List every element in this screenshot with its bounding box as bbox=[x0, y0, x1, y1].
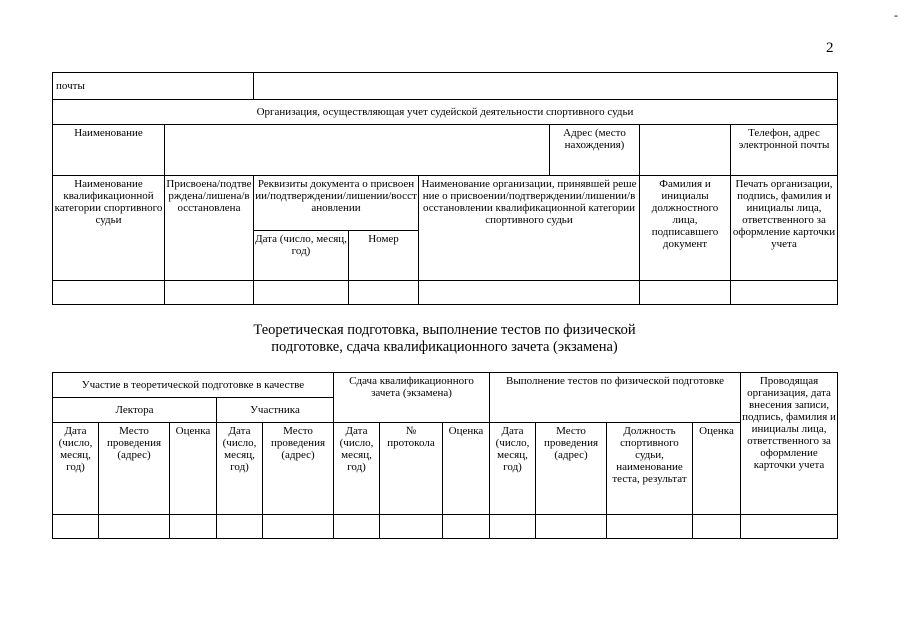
empty-cell bbox=[53, 515, 99, 539]
tests-judge-position: Должность спортивного судьи, наименование теста, результат bbox=[607, 423, 693, 515]
section-title-line2: подготовке, сдача квалификационного зачета (экзамена) bbox=[271, 339, 618, 355]
empty-cell bbox=[99, 515, 170, 539]
pochty-label: почты bbox=[53, 73, 254, 100]
tests-grade: Оценка bbox=[693, 423, 741, 515]
exam-protocol: № протокола bbox=[380, 423, 443, 515]
empty-cell bbox=[53, 281, 165, 305]
conducting-org-header: Проводящая организация, дата внесения записи, подпись, фамилия и инициалы лица, ответственного за оформление карточки учета bbox=[741, 373, 838, 515]
col-date: Дата (число, месяц, год) bbox=[254, 231, 349, 281]
empty-cell bbox=[263, 515, 334, 539]
participant-date: Дата (число, месяц, год) bbox=[217, 423, 263, 515]
empty-cell bbox=[741, 515, 838, 539]
empty-cell bbox=[254, 281, 349, 305]
participant-place: Место проведения (адрес) bbox=[263, 423, 334, 515]
exam-date: Дата (число, месяц, год) bbox=[334, 423, 380, 515]
empty-cell bbox=[419, 281, 640, 305]
address-label: Адрес (место нахождения) bbox=[550, 125, 640, 176]
address-value bbox=[640, 125, 731, 176]
tests-header: Выполнение тестов по физической подготовке bbox=[490, 373, 741, 423]
empty-cell bbox=[334, 515, 380, 539]
section-title-line1: Теоретическая подготовка, выполнение тестов по физической bbox=[253, 322, 636, 338]
col-requisites: Реквизиты документа о присвоении/подтверждении/лишении/восстановлении bbox=[254, 176, 419, 231]
exam-grade: Оценка bbox=[443, 423, 490, 515]
empty-cell bbox=[640, 281, 731, 305]
col-number: Номер bbox=[349, 231, 419, 281]
lecturer-header: Лектора bbox=[53, 398, 217, 423]
col-signer: Фамилия и инициалы должностного лица, подписавшего документ bbox=[640, 176, 731, 281]
lecturer-place: Место проведения (адрес) bbox=[99, 423, 170, 515]
empty-cell bbox=[349, 281, 419, 305]
empty-cell bbox=[217, 515, 263, 539]
lecturer-date: Дата (число, месяц, год) bbox=[53, 423, 99, 515]
empty-cell bbox=[536, 515, 607, 539]
lecturer-grade: Оценка bbox=[170, 423, 217, 515]
col-category: Наименование квалификационной категории спортивного судьи bbox=[53, 176, 165, 281]
empty-cell bbox=[693, 515, 741, 539]
col-assigned: Присвоена/подтверждена/лишена/восстановлена bbox=[165, 176, 254, 281]
name-value bbox=[165, 125, 550, 176]
phone-label: Телефон, адрес электронной почты bbox=[731, 125, 838, 176]
empty-cell bbox=[607, 515, 693, 539]
section-title bbox=[52, 322, 837, 356]
col-org-decision: Наименование организации, принявшей решение о присвоении/подтверждении/лишении/восстановлении квалификационной категории спортивного судьи bbox=[419, 176, 640, 281]
judge-category-table bbox=[52, 72, 838, 305]
org-header: Организация, осуществляющая учет судейской деятельности спортивного судьи bbox=[53, 100, 838, 125]
name-label: Наименование bbox=[53, 125, 165, 176]
empty-cell bbox=[731, 281, 838, 305]
empty-cell bbox=[170, 515, 217, 539]
participant-header: Участника bbox=[217, 398, 334, 423]
tests-place: Место проведения (адрес) bbox=[536, 423, 607, 515]
empty-cell bbox=[165, 281, 254, 305]
exam-header: Сдача квалификационного зачета (экзамена) bbox=[334, 373, 490, 423]
empty-cell bbox=[443, 515, 490, 539]
col-stamp: Печать организации, подпись, фамилия и инициалы лица, ответственного за оформление карточки учета bbox=[731, 176, 838, 281]
empty-cell bbox=[380, 515, 443, 539]
participation-header: Участие в теоретической подготовке в качестве bbox=[53, 373, 334, 398]
page-number: 2 bbox=[826, 40, 834, 56]
training-table bbox=[52, 372, 838, 539]
corner-mark: - bbox=[894, 8, 898, 22]
empty-cell bbox=[490, 515, 536, 539]
tests-date: Дата (число, месяц, год) bbox=[490, 423, 536, 515]
pochty-value bbox=[254, 73, 838, 100]
